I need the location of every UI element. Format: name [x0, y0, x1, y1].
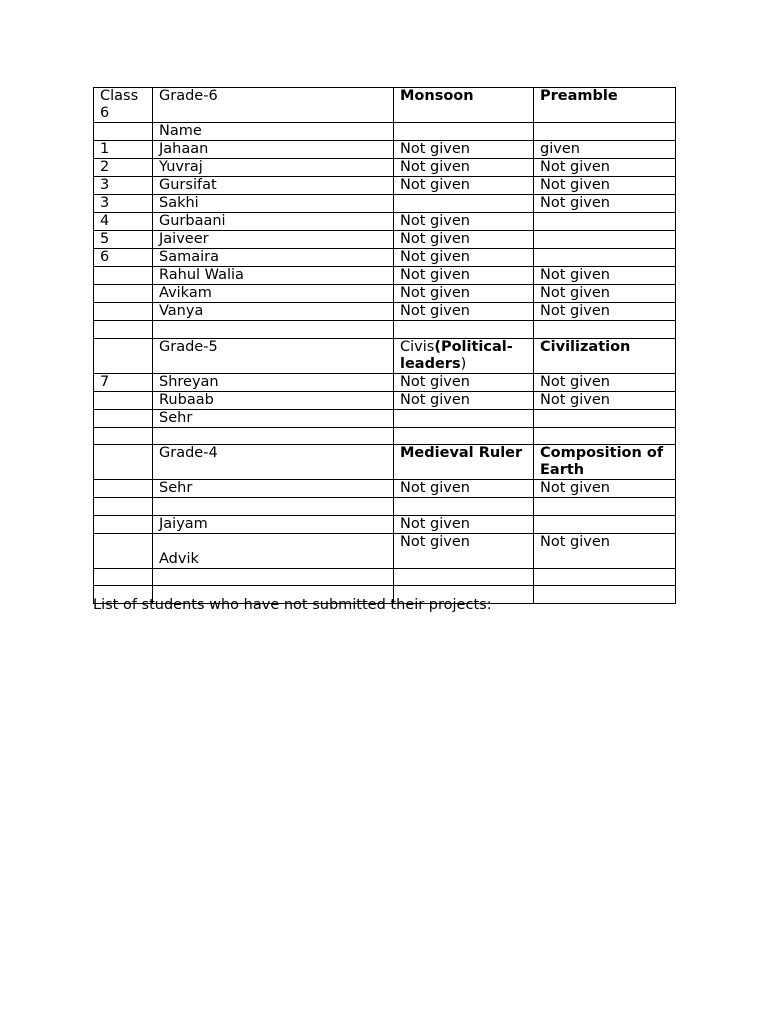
- civics-bold: (Political-leaders: [400, 338, 513, 372]
- row-number: 3: [94, 177, 153, 195]
- projects-table: [93, 87, 676, 604]
- student-name: Gurbaani: [153, 213, 394, 231]
- empty-cell: [394, 427, 534, 445]
- subject1-status: Not given: [394, 515, 534, 533]
- table-row: [94, 195, 676, 213]
- student-name: Yuvraj: [153, 159, 394, 177]
- grade5-section: [94, 321, 676, 374]
- student-name: Sakhi: [153, 195, 394, 213]
- table-row: [94, 391, 676, 409]
- row-number: [94, 267, 153, 285]
- subject2-status: [534, 231, 676, 249]
- subject2-status: Not given: [534, 303, 676, 321]
- subject1-status: Not given: [394, 213, 534, 231]
- empty-cell: [394, 568, 534, 586]
- student-name: Jahaan: [153, 141, 394, 159]
- subject1-status: Not given: [394, 249, 534, 267]
- table-row: [94, 213, 676, 231]
- row-number: [94, 303, 153, 321]
- subject1-status: [394, 195, 534, 213]
- medieval-ruler-header: Medieval Ruler: [394, 445, 534, 480]
- subject1-status: Not given: [394, 533, 534, 568]
- table-row: [94, 373, 676, 391]
- empty-cell: [153, 321, 394, 339]
- table-row: [94, 249, 676, 267]
- table-row: [94, 267, 676, 285]
- row-number: [94, 533, 153, 568]
- empty-cell: [153, 568, 394, 586]
- subject1-status: Not given: [394, 267, 534, 285]
- composition-header: Composition of Earth: [534, 445, 676, 480]
- table-row: [94, 285, 676, 303]
- subject2-status: Not given: [534, 480, 676, 498]
- row-number: 7: [94, 373, 153, 391]
- grade5-rows: [94, 373, 676, 427]
- subject1-status: Not given: [394, 177, 534, 195]
- empty-cell: [534, 321, 676, 339]
- spacer-row: [94, 427, 676, 445]
- empty-cell: [94, 427, 153, 445]
- subject1-status: Not given: [394, 391, 534, 409]
- student-name: Jaiyam: [153, 515, 394, 533]
- row-number: 2: [94, 159, 153, 177]
- civics-prefix: Civis: [400, 338, 435, 355]
- subject2-status: [534, 213, 676, 231]
- row-number: [94, 480, 153, 498]
- table-row: [94, 177, 676, 195]
- student-name: Advik: [153, 533, 394, 568]
- student-name: Vanya: [153, 303, 394, 321]
- table-row: [94, 141, 676, 159]
- subject2-status: [534, 409, 676, 427]
- spacer-row: [94, 321, 676, 339]
- table-row: [94, 159, 676, 177]
- civics-header: [394, 338, 534, 373]
- student-name: Shreyan: [153, 373, 394, 391]
- row-number: [94, 409, 153, 427]
- empty-cell: [94, 568, 153, 586]
- empty-cell: [94, 445, 153, 480]
- row-number: 4: [94, 213, 153, 231]
- subject1-status: [394, 498, 534, 516]
- row-number: [94, 391, 153, 409]
- empty-cell: [394, 321, 534, 339]
- empty-cell: [534, 586, 676, 604]
- subject2-status: [534, 515, 676, 533]
- civics-suffix: ): [460, 355, 467, 372]
- subject1-status: Not given: [394, 373, 534, 391]
- grade6-header: Grade-6: [153, 88, 394, 123]
- table-row: [94, 533, 676, 568]
- row-number: [94, 515, 153, 533]
- student-name: [153, 498, 394, 516]
- empty-cell: [153, 427, 394, 445]
- subject2-status: Not given: [534, 373, 676, 391]
- grade5-header: Grade-5: [153, 338, 394, 373]
- header-row: [94, 88, 676, 123]
- student-name: Avikam: [153, 285, 394, 303]
- subject2-status: Not given: [534, 195, 676, 213]
- empty-cell: [534, 568, 676, 586]
- subject1-status: Not given: [394, 303, 534, 321]
- student-name: Jaiveer: [153, 231, 394, 249]
- row-number: 5: [94, 231, 153, 249]
- subject2-status: Not given: [534, 177, 676, 195]
- grade5-header-row: [94, 338, 676, 373]
- empty-cell: [534, 427, 676, 445]
- subject2-status: [534, 249, 676, 267]
- grade4-header-row: [94, 445, 676, 480]
- student-name: Sehr: [153, 480, 394, 498]
- subject2-status: given: [534, 141, 676, 159]
- subject2-status: [534, 498, 676, 516]
- final-section: [94, 533, 676, 603]
- subject1-status: Not given: [394, 231, 534, 249]
- civilization-header: Civilization: [534, 338, 676, 373]
- monsoon-header: Monsoon: [394, 88, 534, 123]
- name-header-row: [94, 123, 676, 141]
- row-number: 1: [94, 141, 153, 159]
- subject2-status: Not given: [534, 533, 676, 568]
- subject1-status: Not given: [394, 159, 534, 177]
- caption-text: List of students who have not submitted their projects:: [93, 597, 492, 613]
- empty-cell: [94, 123, 153, 141]
- subject2-status: Not given: [534, 285, 676, 303]
- student-name: Gursifat: [153, 177, 394, 195]
- table-row: [94, 303, 676, 321]
- student-name: Samaira: [153, 249, 394, 267]
- row-number: 6: [94, 249, 153, 267]
- empty-row: [94, 568, 676, 586]
- student-name: Rubaab: [153, 391, 394, 409]
- subject2-status: Not given: [534, 391, 676, 409]
- grade4-rows: [94, 480, 676, 534]
- table-row: [94, 498, 676, 516]
- table-row: [94, 480, 676, 498]
- grade4-header: Grade-4: [153, 445, 394, 480]
- grade6-rows: [94, 141, 676, 321]
- empty-cell: [534, 123, 676, 141]
- subject2-status: Not given: [534, 267, 676, 285]
- empty-cell: [94, 321, 153, 339]
- class-header: Class 6: [94, 88, 153, 123]
- row-number: 3: [94, 195, 153, 213]
- grade4-section: [94, 427, 676, 480]
- table-body: [94, 88, 676, 141]
- subject1-status: Not given: [394, 480, 534, 498]
- preamble-header: Preamble: [534, 88, 676, 123]
- table-row: [94, 515, 676, 533]
- student-name: Sehr: [153, 409, 394, 427]
- table-row: [94, 409, 676, 427]
- row-number: [94, 498, 153, 516]
- table-row: [94, 231, 676, 249]
- empty-cell: [94, 338, 153, 373]
- name-header: Name: [153, 123, 394, 141]
- subject1-status: [394, 409, 534, 427]
- subject1-status: Not given: [394, 141, 534, 159]
- subject1-status: Not given: [394, 285, 534, 303]
- row-number: [94, 285, 153, 303]
- subject2-status: Not given: [534, 159, 676, 177]
- student-name: Rahul Walia: [153, 267, 394, 285]
- empty-cell: [394, 123, 534, 141]
